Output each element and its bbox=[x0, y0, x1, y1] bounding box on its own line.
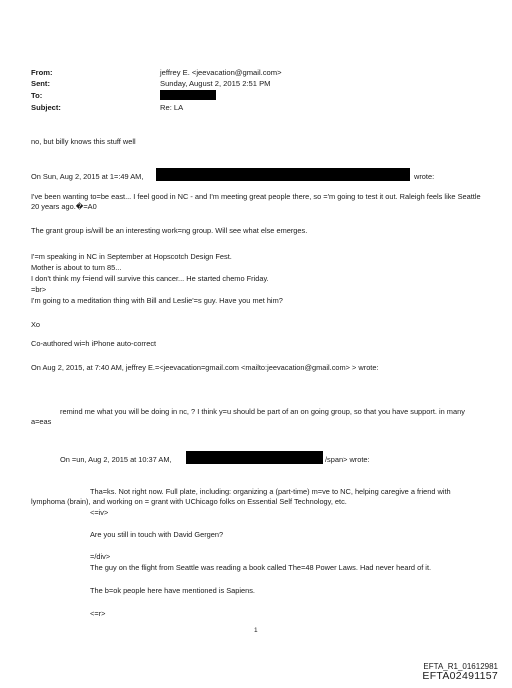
quote1-line-2: Mother is about to turn 85... bbox=[31, 263, 122, 272]
subject-label: Subject: bbox=[31, 103, 61, 112]
sent-label: Sent: bbox=[31, 79, 50, 88]
reply-text: no, but billy knows this stuff well bbox=[31, 137, 136, 146]
quote3-header-prefix: On =un, Aug 2, 2015 at 10:37 AM, bbox=[60, 455, 172, 464]
sent-value: Sunday, August 2, 2015 2:51 PM bbox=[160, 79, 271, 88]
quote1-line-4: =br> bbox=[31, 285, 47, 294]
quote3-tag-2: =/div> bbox=[90, 552, 111, 561]
quote1-header-suffix: wrote: bbox=[414, 172, 435, 181]
from-value: jeffrey E. <jeevacation@gmail.com> bbox=[160, 68, 282, 77]
quote1-xo: Xo bbox=[31, 320, 41, 329]
quote3-tag-1: <=iv> bbox=[90, 508, 109, 517]
bates-number-small: EFTA_R1_01612981 bbox=[423, 662, 498, 671]
quote1-paragraph-1: I've been wanting to=be east... I feel good in NC - and I'm meeting great people there, so ='m going to test it out. Raleigh feels like Seattle 20 years ago.�=A0 bbox=[31, 192, 481, 211]
quote1-email-redaction bbox=[156, 168, 410, 181]
quote3-paragraph-3: The guy on the flight from Seattle was reading a book called The=48 Power Laws. Had never heard of it. bbox=[90, 563, 432, 572]
quote1-line-3: I don't think my f=iend will survive this cancer... He started chemo Friday. bbox=[31, 274, 269, 283]
page-number: 1 bbox=[254, 627, 258, 634]
subject-value: Re: LA bbox=[160, 103, 184, 112]
quote3-paragraph-2: Are you still in touch with David Gergen? bbox=[90, 530, 224, 539]
quote3-tag-3: <=r> bbox=[90, 609, 106, 618]
quote3-paragraph-4: The b=ok people here have mentioned is Sapiens. bbox=[90, 586, 255, 595]
quote2-text: remind me what you will be doing in nc, ? I think y=u should be part of an on going group, so that you have support. in many a=eas bbox=[31, 407, 465, 426]
quote3-email-redaction bbox=[186, 451, 323, 464]
quote1-line-5: I'm going to a meditation thing with Bill and Leslie'=s guy. Have you met him? bbox=[31, 296, 283, 305]
quote1-header-prefix: On Sun, Aug 2, 2015 at 1=:49 AM, bbox=[31, 172, 144, 181]
quote3-paragraph-1: Tha=ks. Not right now. Full plate, including: organizing a (part-time) m=ve to NC, helping caregive a friend with lymphoma (brain), and working on = grant with UChicago folks on Essential Self Technology, etc. bbox=[31, 487, 451, 506]
to-label: To: bbox=[31, 91, 43, 100]
quote1-signature: Co-authored wi=h iPhone auto-correct bbox=[31, 339, 157, 348]
bates-number-large: EFTA02491157 bbox=[422, 670, 498, 682]
quote1-paragraph-2: The grant group is/will be an interesting work=ng group. Will see what else emerges. bbox=[31, 226, 308, 235]
quote2-header: On Aug 2, 2015, at 7:40 AM, jeffrey E.=<jeevacation=gmail.com <mailto:jeevacation@gmail.com> > wrote: bbox=[31, 363, 379, 372]
to-redaction bbox=[160, 90, 216, 100]
from-label: From: bbox=[31, 68, 53, 77]
quote3-header-suffix: /span> wrote: bbox=[325, 455, 370, 464]
quote1-line-1: I'=m speaking in NC in September at Hopscotch Design Fest. bbox=[31, 252, 232, 261]
